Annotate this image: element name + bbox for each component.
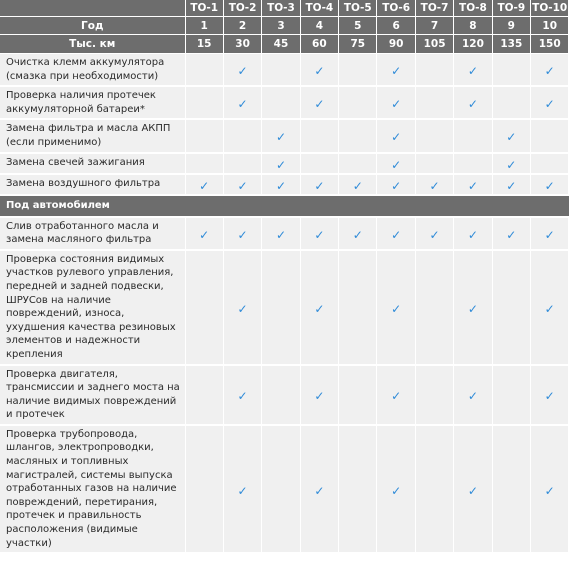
check-cell <box>339 425 377 553</box>
check-cell <box>415 54 453 87</box>
row-label: Замена фильтра и масла АКПП (если применимо) <box>0 119 185 152</box>
check-cell <box>339 217 377 250</box>
check-icon: ✓ <box>275 227 286 242</box>
check-cell <box>262 425 300 553</box>
check-icon: ✓ <box>391 97 402 112</box>
check-cell <box>300 425 338 553</box>
header-to-5: ТО-5 <box>339 0 377 17</box>
year-9: 9 <box>492 17 530 35</box>
check-icon: ✓ <box>506 130 517 145</box>
check-cell <box>300 119 338 152</box>
check-icon: ✓ <box>237 483 248 498</box>
km-6: 90 <box>377 35 415 54</box>
check-cell <box>531 153 569 174</box>
header-to-7: ТО-7 <box>415 0 453 17</box>
check-icon: ✓ <box>506 178 517 193</box>
check-cell <box>223 119 261 152</box>
check-cell <box>531 86 569 119</box>
check-cell <box>531 54 569 87</box>
check-cell <box>531 365 569 425</box>
check-cell <box>377 119 415 152</box>
header-to-2: ТО-2 <box>223 0 261 17</box>
check-cell <box>339 119 377 152</box>
check-cell <box>185 119 223 152</box>
check-icon: ✓ <box>275 157 286 172</box>
check-icon: ✓ <box>314 178 325 193</box>
check-cell <box>185 250 223 365</box>
table-row <box>0 250 569 365</box>
row-label: Проверка двигателя, трансмиссии и заднего моста на наличие видимых повреждений и протечек <box>0 365 185 425</box>
table-row <box>0 217 569 250</box>
check-cell <box>185 425 223 553</box>
check-cell <box>223 153 261 174</box>
check-icon: ✓ <box>314 64 325 79</box>
check-cell <box>415 86 453 119</box>
check-cell <box>377 174 415 195</box>
km-1: 15 <box>185 35 223 54</box>
check-cell <box>185 365 223 425</box>
header-corner-cell <box>0 0 185 17</box>
table-row <box>0 425 569 553</box>
check-icon: ✓ <box>391 178 402 193</box>
check-cell <box>415 365 453 425</box>
km-4: 60 <box>300 35 338 54</box>
check-cell <box>185 174 223 195</box>
check-cell <box>223 217 261 250</box>
check-icon: ✓ <box>544 227 555 242</box>
check-cell <box>339 86 377 119</box>
check-icon: ✓ <box>467 389 478 404</box>
check-cell <box>300 86 338 119</box>
km-9: 135 <box>492 35 530 54</box>
check-cell <box>415 174 453 195</box>
check-icon: ✓ <box>314 227 325 242</box>
check-cell <box>300 365 338 425</box>
row-label: Замена воздушного фильтра <box>0 174 185 195</box>
check-cell <box>300 174 338 195</box>
check-cell <box>531 217 569 250</box>
check-cell <box>492 365 530 425</box>
check-cell <box>454 174 492 195</box>
check-icon: ✓ <box>391 130 402 145</box>
check-cell <box>262 174 300 195</box>
check-icon: ✓ <box>391 64 402 79</box>
check-cell <box>415 217 453 250</box>
check-icon: ✓ <box>352 227 363 242</box>
check-icon: ✓ <box>237 389 248 404</box>
check-cell <box>415 119 453 152</box>
check-icon: ✓ <box>237 301 248 316</box>
check-icon: ✓ <box>237 64 248 79</box>
check-icon: ✓ <box>544 301 555 316</box>
row-label: Очистка клемм аккумулятора (смазка при необходимости) <box>0 54 185 87</box>
check-cell <box>300 153 338 174</box>
year-10: 10 <box>531 17 569 35</box>
year-8: 8 <box>454 17 492 35</box>
check-icon: ✓ <box>391 227 402 242</box>
check-icon: ✓ <box>544 97 555 112</box>
year-label: Год <box>0 17 185 35</box>
check-cell <box>262 250 300 365</box>
check-icon: ✓ <box>544 483 555 498</box>
check-cell <box>415 250 453 365</box>
check-cell <box>262 153 300 174</box>
check-icon: ✓ <box>237 178 248 193</box>
section-title: Под автомобилем <box>0 195 569 217</box>
check-cell <box>262 54 300 87</box>
year-3: 3 <box>262 17 300 35</box>
check-icon: ✓ <box>544 178 555 193</box>
table-body <box>0 54 569 554</box>
check-cell <box>377 86 415 119</box>
table-row <box>0 119 569 152</box>
check-cell <box>454 54 492 87</box>
check-cell <box>454 365 492 425</box>
table-header <box>0 0 569 54</box>
row-label: Проверка трубопровода, шлангов, электропроводки, масляных и топливных магистралей, системы выпуска отработанных газов на наличие повреждений, перетирания, протечек и правильность расположения (видимые участки) <box>0 425 185 553</box>
header-row-maintenance <box>0 0 569 17</box>
table-row <box>0 153 569 174</box>
row-label: Слив отработанного масла и замена масляного фильтра <box>0 217 185 250</box>
check-icon: ✓ <box>199 178 210 193</box>
check-cell <box>531 119 569 152</box>
check-icon: ✓ <box>467 301 478 316</box>
km-3: 45 <box>262 35 300 54</box>
row-label: Проверка наличия протечек аккумуляторной батареи* <box>0 86 185 119</box>
check-cell <box>339 365 377 425</box>
check-cell <box>377 425 415 553</box>
year-5: 5 <box>339 17 377 35</box>
check-icon: ✓ <box>467 483 478 498</box>
check-cell <box>454 250 492 365</box>
header-to-3: ТО-3 <box>262 0 300 17</box>
check-cell <box>262 119 300 152</box>
check-cell <box>339 153 377 174</box>
year-1: 1 <box>185 17 223 35</box>
check-cell <box>415 425 453 553</box>
check-cell <box>492 153 530 174</box>
check-icon: ✓ <box>391 301 402 316</box>
check-icon: ✓ <box>275 130 286 145</box>
check-cell <box>339 174 377 195</box>
check-cell <box>300 217 338 250</box>
check-icon: ✓ <box>506 157 517 172</box>
check-icon: ✓ <box>544 64 555 79</box>
check-icon: ✓ <box>467 227 478 242</box>
check-icon: ✓ <box>429 227 440 242</box>
check-cell <box>492 217 530 250</box>
check-cell <box>492 425 530 553</box>
check-cell <box>223 54 261 87</box>
check-cell <box>531 250 569 365</box>
check-cell <box>492 174 530 195</box>
header-to-9: ТО-9 <box>492 0 530 17</box>
check-cell <box>531 425 569 553</box>
check-icon: ✓ <box>237 97 248 112</box>
check-cell <box>185 86 223 119</box>
check-cell <box>223 86 261 119</box>
check-icon: ✓ <box>506 227 517 242</box>
check-cell <box>492 119 530 152</box>
km-10: 150 <box>531 35 569 54</box>
check-icon: ✓ <box>314 301 325 316</box>
check-icon: ✓ <box>544 389 555 404</box>
check-cell <box>300 250 338 365</box>
km-7: 105 <box>415 35 453 54</box>
check-cell <box>185 153 223 174</box>
check-icon: ✓ <box>391 483 402 498</box>
check-icon: ✓ <box>391 389 402 404</box>
table-row <box>0 54 569 87</box>
check-cell <box>300 54 338 87</box>
check-icon: ✓ <box>467 64 478 79</box>
check-cell <box>454 153 492 174</box>
check-icon: ✓ <box>467 178 478 193</box>
km-5: 75 <box>339 35 377 54</box>
header-row-year <box>0 17 569 35</box>
header-to-8: ТО-8 <box>454 0 492 17</box>
check-icon: ✓ <box>467 97 478 112</box>
check-cell <box>454 425 492 553</box>
check-cell <box>223 174 261 195</box>
check-cell <box>454 119 492 152</box>
check-icon: ✓ <box>199 227 210 242</box>
header-to-1: ТО-1 <box>185 0 223 17</box>
check-cell <box>223 250 261 365</box>
table-row <box>0 174 569 195</box>
check-icon: ✓ <box>352 178 363 193</box>
check-cell <box>377 54 415 87</box>
year-4: 4 <box>300 17 338 35</box>
year-2: 2 <box>223 17 261 35</box>
check-icon: ✓ <box>275 178 286 193</box>
check-cell <box>262 86 300 119</box>
header-to-6: ТО-6 <box>377 0 415 17</box>
km-8: 120 <box>454 35 492 54</box>
row-label: Проверка состояния видимых участков рулевого управления, передней и задней подвески, ШРУСов на наличие повреждений, износа, ухудшения качества резиновых элементов и надежности крепления <box>0 250 185 365</box>
check-cell <box>415 153 453 174</box>
check-cell <box>223 365 261 425</box>
check-cell <box>377 153 415 174</box>
check-cell <box>454 217 492 250</box>
check-icon: ✓ <box>237 227 248 242</box>
check-cell <box>223 425 261 553</box>
check-icon: ✓ <box>429 178 440 193</box>
check-icon: ✓ <box>314 483 325 498</box>
km-2: 30 <box>223 35 261 54</box>
year-6: 6 <box>377 17 415 35</box>
year-7: 7 <box>415 17 453 35</box>
check-cell <box>492 250 530 365</box>
header-to-10: ТО-10 <box>531 0 569 17</box>
check-cell <box>492 54 530 87</box>
check-cell <box>262 365 300 425</box>
check-cell <box>531 174 569 195</box>
check-cell <box>377 217 415 250</box>
check-cell <box>339 54 377 87</box>
check-cell <box>185 54 223 87</box>
table-row <box>0 365 569 425</box>
check-cell <box>492 86 530 119</box>
row-label: Замена свечей зажигания <box>0 153 185 174</box>
section-row <box>0 195 569 217</box>
header-row-km <box>0 35 569 54</box>
table-row <box>0 86 569 119</box>
header-to-4: ТО-4 <box>300 0 338 17</box>
check-cell <box>262 217 300 250</box>
check-icon: ✓ <box>314 389 325 404</box>
check-cell <box>454 86 492 119</box>
check-cell <box>339 250 377 365</box>
check-icon: ✓ <box>391 157 402 172</box>
check-cell <box>377 250 415 365</box>
check-cell <box>185 217 223 250</box>
km-label: Тыс. км <box>0 35 185 54</box>
check-cell <box>377 365 415 425</box>
check-icon: ✓ <box>314 97 325 112</box>
